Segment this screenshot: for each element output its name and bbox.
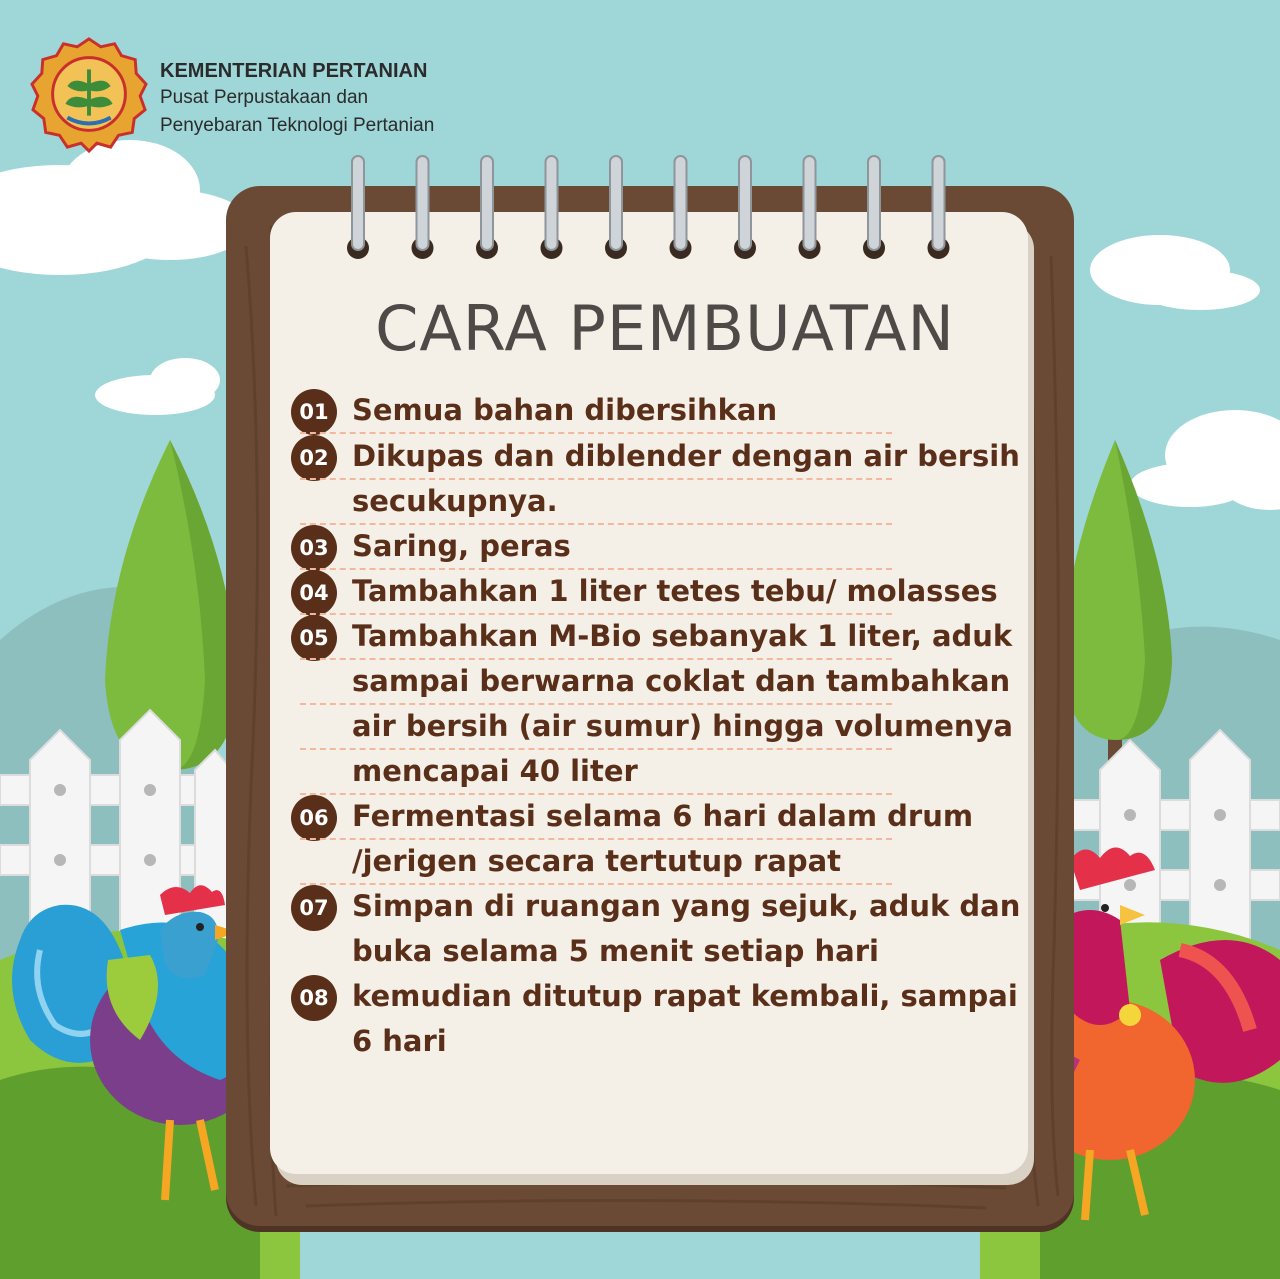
step-text-line: Saring, peras bbox=[352, 529, 571, 563]
step-number-badge: 08 bbox=[291, 975, 337, 1021]
step-text-line: /jerigen secara tertutup rapat bbox=[352, 844, 842, 878]
step-text-line: Fermentasi selama 6 hari dalam drum bbox=[352, 799, 974, 833]
step-text-line: Tambahkan 1 liter tetes tebu/ molasses bbox=[352, 574, 998, 608]
step-number-badge: 03 bbox=[291, 525, 337, 571]
step-number-badge: 02 bbox=[291, 435, 337, 481]
organization-subtitle-line1: Pusat Perpustakaan dan bbox=[160, 87, 369, 108]
dashed-rule bbox=[300, 523, 892, 525]
dashed-rule bbox=[300, 613, 892, 615]
step-text-line: secukupnya. bbox=[352, 484, 558, 518]
step-number-badge: 06 bbox=[291, 795, 337, 841]
step-text-line: sampai berwarna coklat dan tambahkan bbox=[352, 664, 1011, 698]
dashed-rule bbox=[300, 793, 892, 795]
step-text-line: Tambahkan M-Bio sebanyak 1 liter, aduk bbox=[352, 619, 1013, 653]
step-number-badge: 04 bbox=[291, 570, 337, 616]
step-number-badge: 07 bbox=[291, 885, 337, 931]
step-text-line: Semua bahan dibersihkan bbox=[352, 393, 778, 427]
notepad-title: CARA PEMBUATAN bbox=[375, 292, 955, 365]
organization-subtitle-line2: Penyebaran Teknologi Pertanian bbox=[160, 115, 435, 136]
step-text-line: 6 hari bbox=[352, 1024, 447, 1058]
dashed-rule bbox=[300, 838, 892, 840]
dashed-rule bbox=[300, 748, 892, 750]
step-number-badge: 05 bbox=[291, 615, 337, 661]
dashed-rule bbox=[300, 658, 892, 660]
step-text-line: buka selama 5 menit setiap hari bbox=[352, 934, 879, 968]
organization-name: KEMENTERIAN PERTANIAN bbox=[160, 60, 428, 82]
step-text-line: mencapai 40 liter bbox=[352, 754, 638, 788]
dashed-rule bbox=[300, 432, 892, 434]
step-text-line: kemudian ditutup rapat kembali, sampai bbox=[352, 979, 1018, 1013]
dashed-rule bbox=[300, 478, 892, 480]
dashed-rule bbox=[300, 883, 892, 885]
step-number-badge: 01 bbox=[291, 389, 337, 435]
step-text-line: Dikupas dan diblender dengan air bersih bbox=[352, 439, 1020, 473]
step-text-line: Simpan di ruangan yang sejuk, aduk dan bbox=[352, 889, 1021, 923]
dashed-rule bbox=[300, 703, 892, 705]
dashed-rule bbox=[300, 568, 892, 570]
step-text-line: air bersih (air sumur) hingga volumenya bbox=[352, 709, 1013, 743]
